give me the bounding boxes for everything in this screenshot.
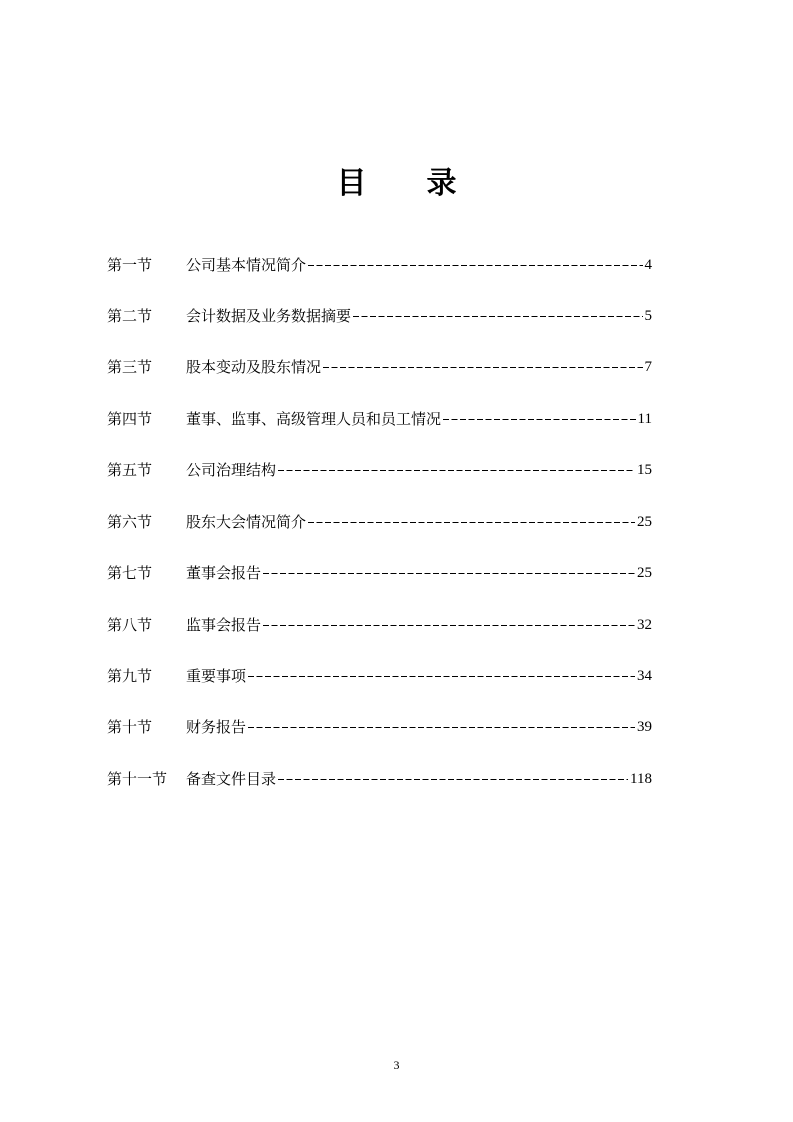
toc-page-number: 25 (637, 514, 652, 530)
toc-row[interactable] (107, 408, 652, 430)
toc-entry (186, 768, 652, 790)
toc-entry-title: 财务报告 (186, 718, 247, 736)
toc-page-number: 7 (644, 359, 652, 375)
toc-section-label: 第十一节 (107, 770, 168, 788)
toc-section-label: 第十节 (107, 718, 153, 736)
toc-row[interactable] (107, 459, 652, 481)
toc-entry-title: 公司治理结构 (186, 461, 277, 479)
toc-leader-line (278, 470, 635, 471)
toc-entry-title: 公司基本情况简介 (186, 256, 307, 274)
toc-entry-title: 重要事项 (186, 667, 247, 685)
toc-section-label: 第五节 (107, 461, 153, 479)
toc-section-label: 第九节 (107, 667, 153, 685)
title-char-1: 目 (336, 166, 367, 201)
toc-leader-line (443, 419, 636, 420)
toc-leader-line (263, 625, 635, 626)
toc-leader-line (353, 316, 642, 317)
toc-entry (186, 305, 652, 327)
toc-page-number: 25 (637, 565, 652, 581)
toc-section-label: 第三节 (107, 358, 153, 376)
toc-entry (186, 716, 652, 738)
toc-entry-title: 股本变动及股东情况 (186, 358, 322, 376)
toc-row[interactable] (107, 614, 652, 636)
toc-entry-title: 董事会报告 (186, 564, 262, 582)
toc-page-number: 15 (637, 462, 652, 478)
toc-section-label: 第二节 (107, 307, 153, 325)
toc-leader-line (278, 779, 628, 780)
toc-row[interactable] (107, 356, 652, 378)
toc-entry (186, 356, 652, 378)
toc-page-number: 5 (644, 308, 652, 324)
toc-row[interactable] (107, 716, 652, 738)
toc-section-label: 第八节 (107, 616, 153, 634)
toc-leader-line (308, 265, 642, 266)
toc-entry-title: 董事、监事、高级管理人员和员工情况 (186, 410, 442, 428)
toc-section-label: 第七节 (107, 564, 153, 582)
toc-section-label: 第六节 (107, 513, 153, 531)
toc-leader-line (263, 573, 635, 574)
toc-row[interactable] (107, 665, 652, 687)
toc-row[interactable] (107, 562, 652, 584)
toc-section-label: 第四节 (107, 410, 153, 428)
toc-page-number: 118 (630, 771, 652, 787)
toc-entry (186, 665, 652, 687)
toc-entry-title: 监事会报告 (186, 616, 262, 634)
toc-entry (186, 408, 652, 430)
toc-leader-line (248, 727, 635, 728)
toc-row[interactable] (107, 305, 652, 327)
toc-page-number: 4 (644, 257, 652, 273)
toc-entry (186, 614, 652, 636)
toc-leader-line (308, 522, 635, 523)
toc-page-number: 11 (637, 411, 652, 427)
toc-row[interactable] (107, 768, 652, 790)
toc-row[interactable] (107, 511, 652, 533)
toc-entry-title: 备查文件目录 (186, 770, 277, 788)
toc-row[interactable] (107, 254, 652, 276)
toc-page-number: 32 (637, 617, 652, 633)
toc-section-label: 第一节 (107, 256, 153, 274)
toc-leader-line (248, 676, 635, 677)
toc-entry (186, 459, 652, 481)
toc-entry-title: 股东大会情况简介 (186, 513, 307, 531)
toc-entry (186, 254, 652, 276)
toc-entry-title: 会计数据及业务数据摘要 (186, 307, 352, 325)
page-title (0, 156, 793, 204)
page-footer-number: 3 (393, 1058, 400, 1072)
toc-entry (186, 562, 652, 584)
toc-page-number: 39 (637, 719, 652, 735)
toc-page-number: 34 (637, 668, 652, 684)
toc-leader-line (323, 367, 642, 368)
toc-entry (186, 511, 652, 533)
title-char-2: 录 (426, 166, 457, 201)
